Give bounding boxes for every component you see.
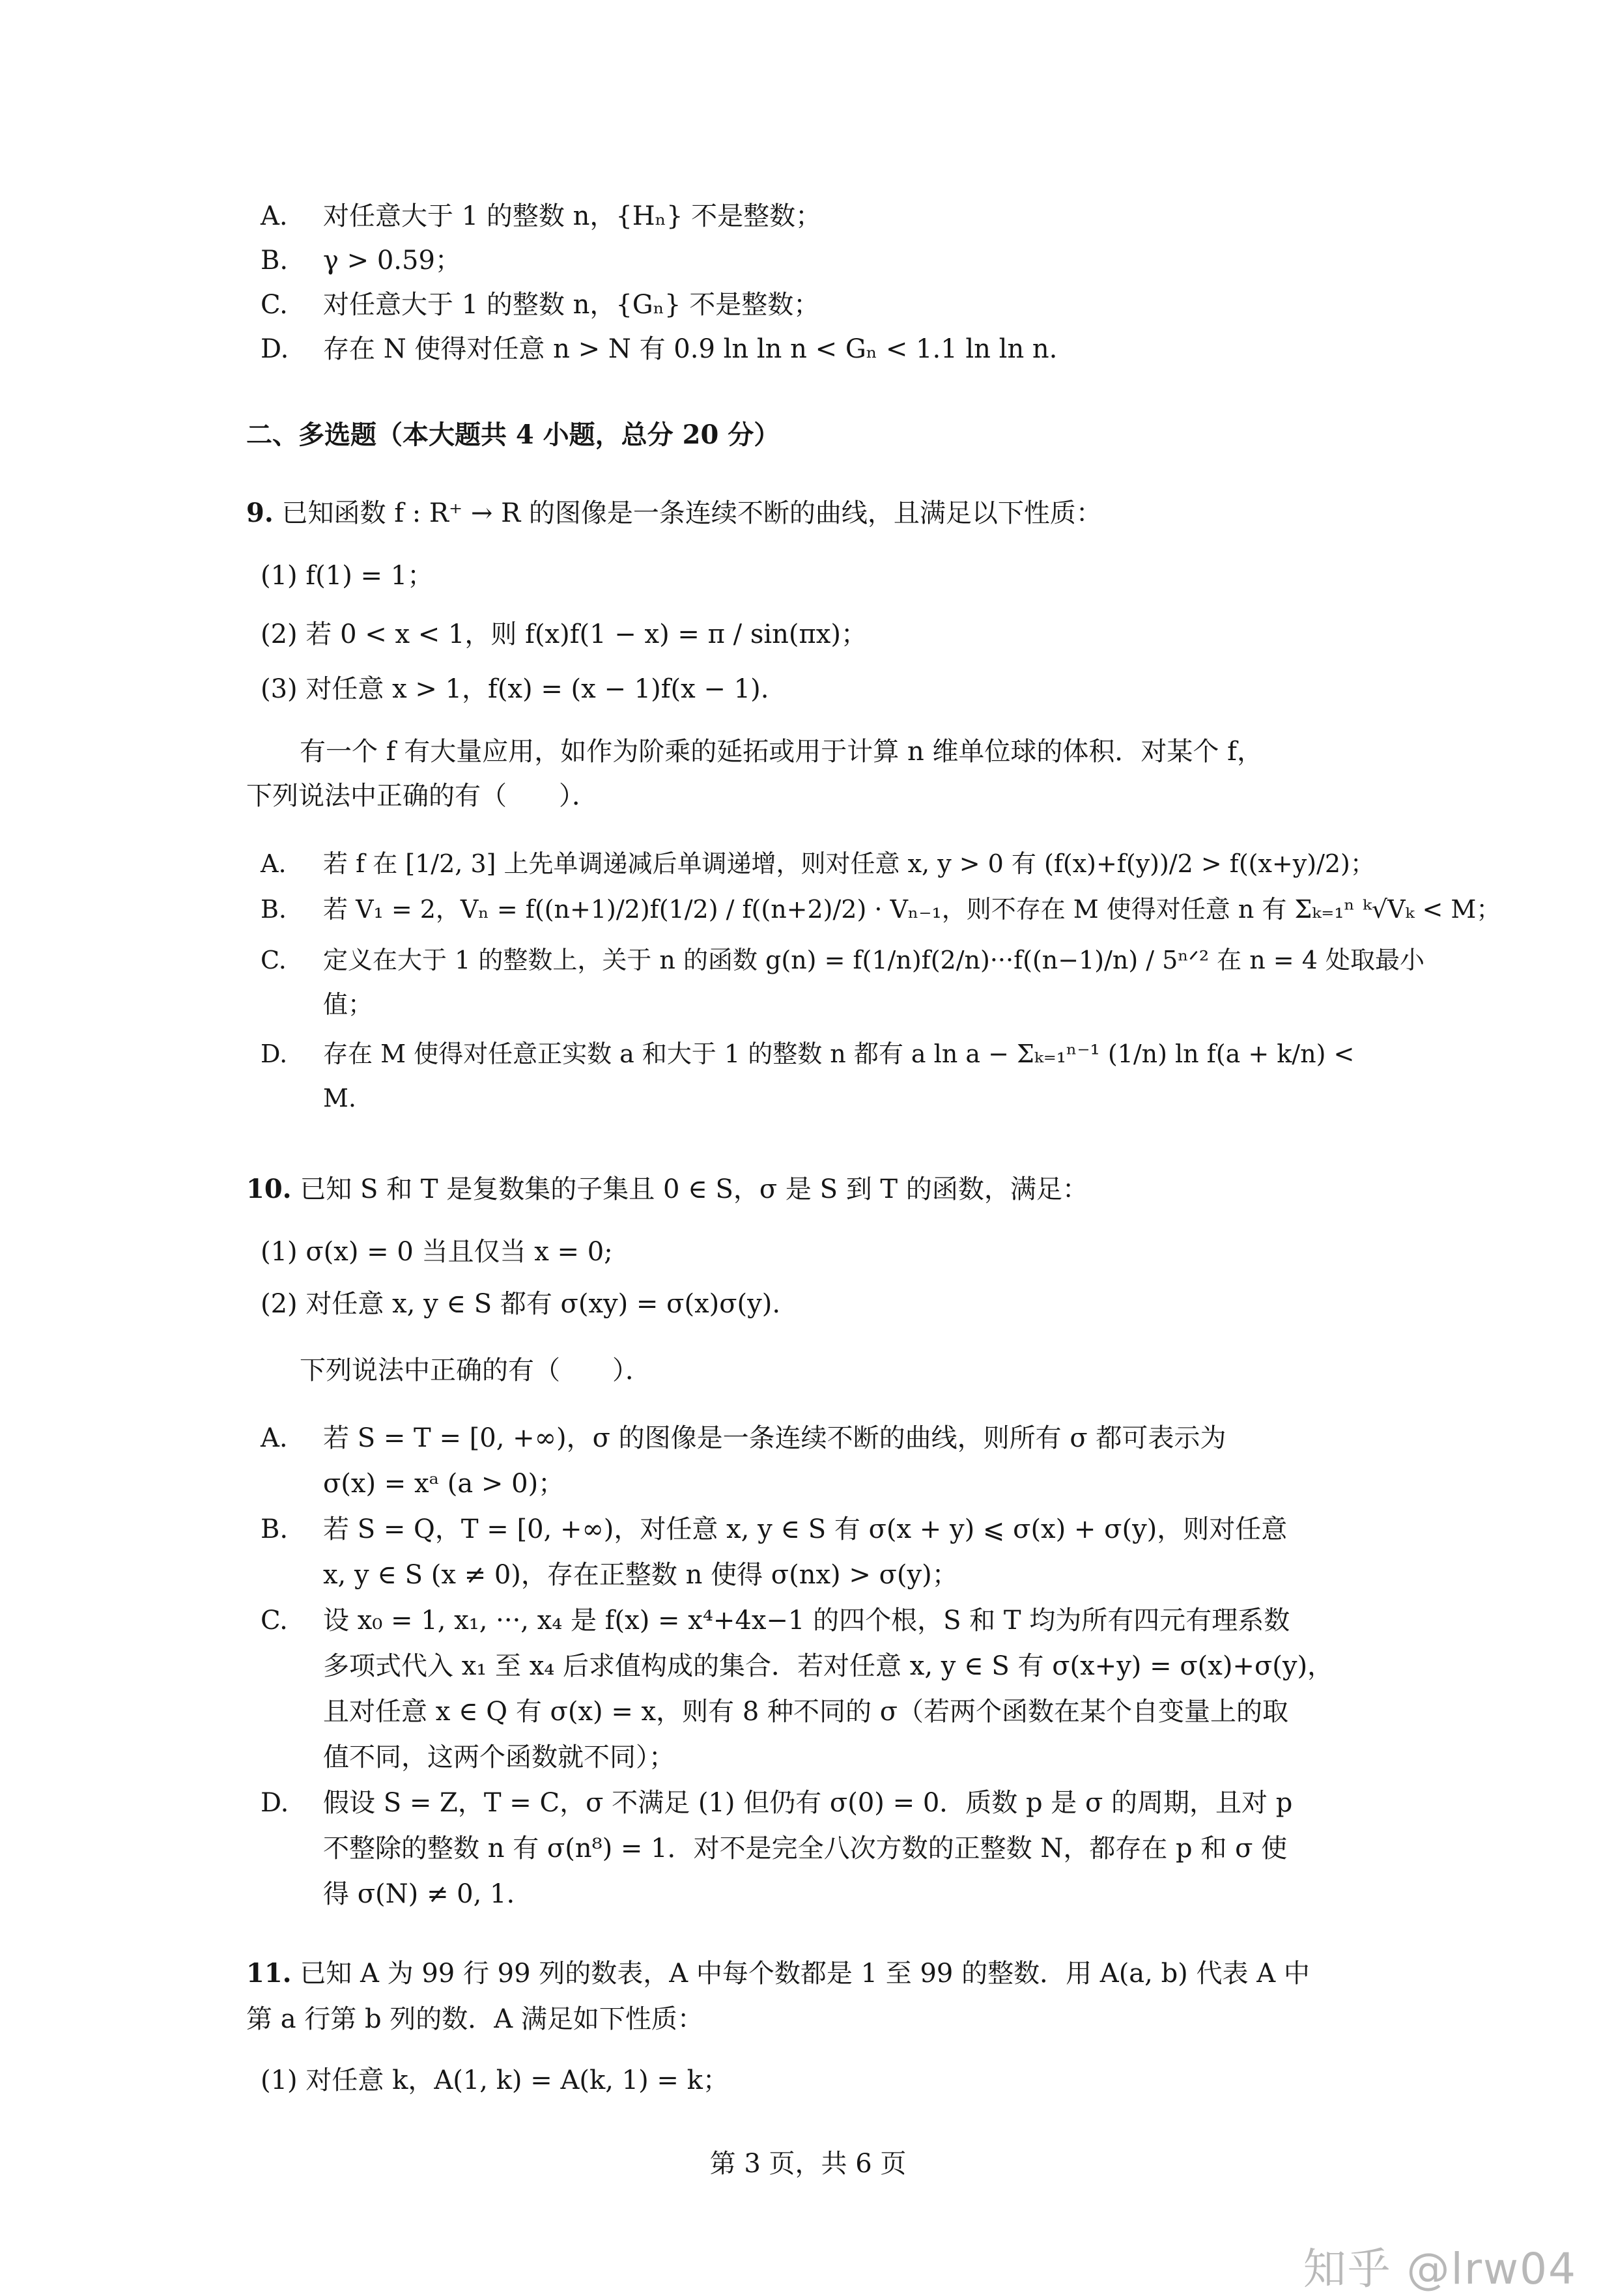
q10-condition-1: (1) σ(x) = 0 当且仅当 x = 0; bbox=[261, 1237, 613, 1267]
q9-option-d: D. 存在 M 使得对任意正实数 a 和大于 1 的整数 n 都有 a ln a − Σₖ₌₁ⁿ⁻¹ (1/n) ln f(a + k/n) < bbox=[261, 1040, 1355, 1068]
q10-option-d: D. 假设 S = Z，T = C，σ 不满足 (1) 但仍有 σ(0) = 0．质数 p 是 σ 的周期，且对 p bbox=[261, 1788, 1293, 1818]
q10-question: 下列说法中正确的有（ ）． bbox=[300, 1355, 651, 1385]
q10-option-d-cont1: 不整除的整数 n 有 σ(n⁸) = 1．对不是完全八次方数的正整数 N，都存在 p 和 σ 使 bbox=[323, 1834, 1288, 1864]
q9-option-c: C. 定义在大于 1 的整数上，关于 n 的函数 g(n) = f(1/n)f(2/n)···f((n−1)/n) / 5ⁿᐟ² 在 n = 4 处取最小 bbox=[261, 946, 1425, 974]
q9-option-c-cont: 值； bbox=[323, 990, 373, 1019]
q8-option-c: C. 对任意大于 1 的整数 n，{Gₙ} 不是整数； bbox=[261, 290, 820, 320]
q10-option-b-cont: x, y ∈ S (x ≠ 0)，存在正整数 n 使得 σ(nx) > σ(y)； bbox=[323, 1560, 958, 1590]
q10-option-c-cont3: 值不同，这两个函数就不同）； bbox=[323, 1742, 675, 1772]
q10-option-c: C. 设 x₀ = 1, x₁, ···, x₄ 是 f(x) = x⁴+4x−1 的四个根，S 和 T 均为所有四元有理系数 bbox=[261, 1606, 1290, 1636]
q9-note-line2: 下列说法中正确的有（ ）． bbox=[246, 781, 598, 811]
q10-option-c-cont1: 多项式代入 x₁ 至 x₄ 后求值构成的集合．若对任意 x, y ∈ S 有 σ(x+y) = σ(x)+σ(y)， bbox=[323, 1651, 1334, 1681]
q10-stem: 10. 已知 S 和 T 是复数集的子集且 0 ∈ S，σ 是 S 到 T 的函数，满足： bbox=[246, 1174, 1088, 1204]
q9-condition-2: (2) 若 0 < x < 1，则 f(x)f(1 − x) = π / sin(πx)； bbox=[261, 619, 867, 649]
q11-condition-1: (1) 对任意 k，A(1, k) = A(k, 1) = k； bbox=[261, 2065, 729, 2095]
q9-option-d-cont: M. bbox=[323, 1084, 356, 1113]
q10-option-a-cont: σ(x) = xᵃ (a > 0)； bbox=[323, 1469, 565, 1499]
q9-option-b: B. 若 V₁ = 2，Vₙ = f((n+1)/2)f(1/2) / f((n+2)/2) · Vₙ₋₁，则不存在 M 使得对任意 n 有 Σₖ₌₁ⁿ ᵏ√Vₖ < M； bbox=[261, 895, 1501, 924]
page-footer: 第 3 页，共 6 页 bbox=[709, 2149, 907, 2179]
q9-note-line1: 有一个 f 有大量应用，如作为阶乘的延拓或用于计算 n 维单位球的体积．对某个 f， bbox=[300, 737, 1263, 767]
q9-stem: 9. 已知函数 f : R⁺ → R 的图像是一条连续不断的曲线，且满足以下性质： bbox=[246, 498, 1102, 528]
q8-option-d: D. 存在 N 使得对任意 n > N 有 0.9 ln ln n < Gₙ < 1.1 ln ln n. bbox=[261, 334, 1058, 364]
watermark: 知乎 @lrw04 bbox=[1303, 2244, 1577, 2294]
q11-stem-cont: 第 a 行第 b 列的数．A 满足如下性质： bbox=[246, 2004, 703, 2034]
section-title: 二、多选题（本大题共 4 小题，总分 20 分） bbox=[246, 419, 780, 450]
q8-option-a: A. 对任意大于 1 的整数 n，{Hₙ} 不是整数； bbox=[261, 201, 822, 231]
q10-condition-2: (2) 对任意 x, y ∈ S 都有 σ(xy) = σ(x)σ(y). bbox=[261, 1289, 781, 1319]
q9-condition-1: (1) f(1) = 1； bbox=[261, 561, 434, 591]
q11-stem: 11. 已知 A 为 99 行 99 列的数表，A 中每个数都是 1 至 99 的整数．用 A(a, b) 代表 A 中 bbox=[246, 1958, 1310, 1989]
q10-option-d-cont2: 得 σ(N) ≠ 0, 1. bbox=[323, 1879, 515, 1909]
q8-option-b: B. γ > 0.59； bbox=[261, 246, 461, 276]
q9-option-a: A. 若 f 在 [1/2, 3] 上先单调递减后单调递增，则对任意 x, y > 0 有 (f(x)+f(y))/2 > f((x+y)/2)； bbox=[261, 849, 1375, 878]
q10-option-c-cont2: 且对任意 x ∈ Q 有 σ(x) = x，则有 8 种不同的 σ（若两个函数在某个自变量上的取 bbox=[323, 1697, 1289, 1727]
q10-option-a: A. 若 S = T = [0, +∞)，σ 的图像是一条连续不断的曲线，则所有 σ 都可表示为 bbox=[261, 1423, 1226, 1453]
q10-option-b: B. 若 S = Q，T = [0, +∞)，对任意 x, y ∈ S 有 σ(x + y) ⩽ σ(x) + σ(y)，则对任意 bbox=[261, 1514, 1288, 1544]
q9-condition-3: (3) 对任意 x > 1，f(x) = (x − 1)f(x − 1). bbox=[261, 674, 769, 704]
